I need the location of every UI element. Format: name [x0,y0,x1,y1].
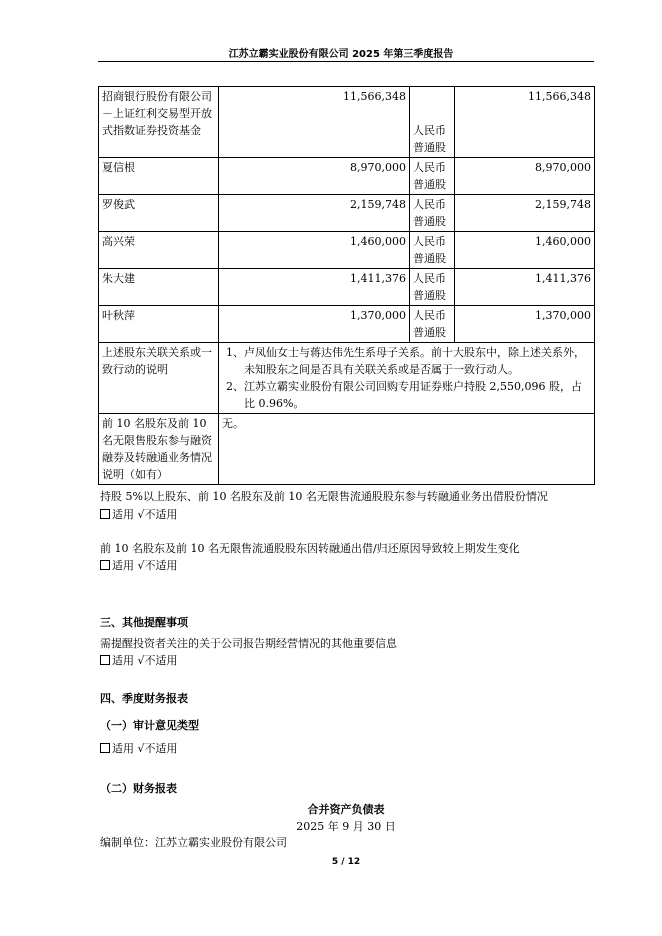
holder-name: 招商银行股份有限公司－上证红利交易型开放式指数证券投资基金 [99,87,219,158]
share-amount: 1,370,000 [455,306,595,343]
checkbox-icon [100,560,110,570]
audit-heading: （一）审计意见类型 [100,719,199,732]
section4-heading: 四、季度财务报表 [100,692,188,705]
share-class: 人民币普通股 [410,269,455,306]
table-row [99,232,595,269]
table-row [99,269,595,306]
relation-notes [219,343,595,414]
table-row [99,158,595,195]
checkbox-icon [100,743,110,753]
lending-title: 持股 5%以上股东、前 10 名股东及前 10 名无限售流通股股东参与转融通业务出借股份情况 [100,490,548,503]
holder-name: 叶秋萍 [99,306,219,343]
table-row [99,87,595,158]
share-amount: 1,460,000 [455,232,595,269]
balance-date: 2025 年 9 月 30 日 [296,820,396,833]
holder-qty: 1,370,000 [219,306,410,343]
share-amount: 2,159,748 [455,195,595,232]
table-row [99,195,595,232]
section3-text: 需提醒投资者关注的关于公司报告期经营情况的其他重要信息 [100,637,397,650]
balance-unit: 编制单位：江苏立霸实业股份有限公司 [100,836,287,849]
share-amount: 1,411,376 [455,269,595,306]
margin-label: 前 10 名股东及前 10 名无限售股东参与融资融券及转融通业务情况说明（如有） [99,414,219,485]
section3-options: 适用 √不适用 [100,653,178,669]
share-class: 人民币普通股 [410,232,455,269]
margin-value: 无。 [219,414,595,485]
audit-options: 适用 √不适用 [100,741,178,757]
table-row [99,414,595,485]
checkbox-icon [100,655,110,665]
holder-name: 罗俊武 [99,195,219,232]
share-class: 人民币普通股 [413,124,446,154]
share-class: 人民币普通股 [410,158,455,195]
share-class: 人民币普通股 [410,306,455,343]
holder-qty: 1,460,000 [219,232,410,269]
holder-qty: 1,411,376 [219,269,410,306]
list-item: 1、 卢凤仙女士与蒋达伟先生系母子关系。前十大股东中，除上述关系外，未知股东之间是否具有关联关系或是否属于一致行动人。 [226,346,585,376]
share-amount: 8,970,000 [455,158,595,195]
holder-qty: 11,566,348 [219,87,410,158]
section3-heading: 三、其他提醒事项 [100,616,188,629]
table-row [99,343,595,414]
holder-name: 高兴荣 [99,232,219,269]
table-row [99,306,595,343]
page-number: 5 / 12 [331,857,361,867]
change-title: 前 10 名股东及前 10 名无限售流通股股东因转融通出借/归还原因导致较上期发生变化 [100,542,520,555]
report-header: 江苏立霸实业股份有限公司 2025 年第三季度报告 [228,49,454,60]
holder-qty: 8,970,000 [219,158,410,195]
holder-qty: 2,159,748 [219,195,410,232]
financial-heading: （二）财务报表 [100,782,177,795]
holder-name: 朱大建 [99,269,219,306]
list-item: 2、 江苏立霸实业股份有限公司回购专用证券账户持股 2,550,096 股，占比 0.96%。 [226,380,582,410]
holder-name: 夏信根 [99,158,219,195]
header-divider [98,61,594,62]
share-class: 人民币普通股 [410,195,455,232]
checkbox-icon [100,509,110,519]
relation-label: 上述股东关联关系或一致行动的说明 [99,343,219,414]
share-amount: 11,566,348 [455,87,595,158]
balance-title: 合并资产负债表 [307,803,385,816]
shareholders-table [98,86,595,485]
lending-options: 适用 √不适用 [100,507,178,523]
change-options: 适用 √不适用 [100,558,178,574]
